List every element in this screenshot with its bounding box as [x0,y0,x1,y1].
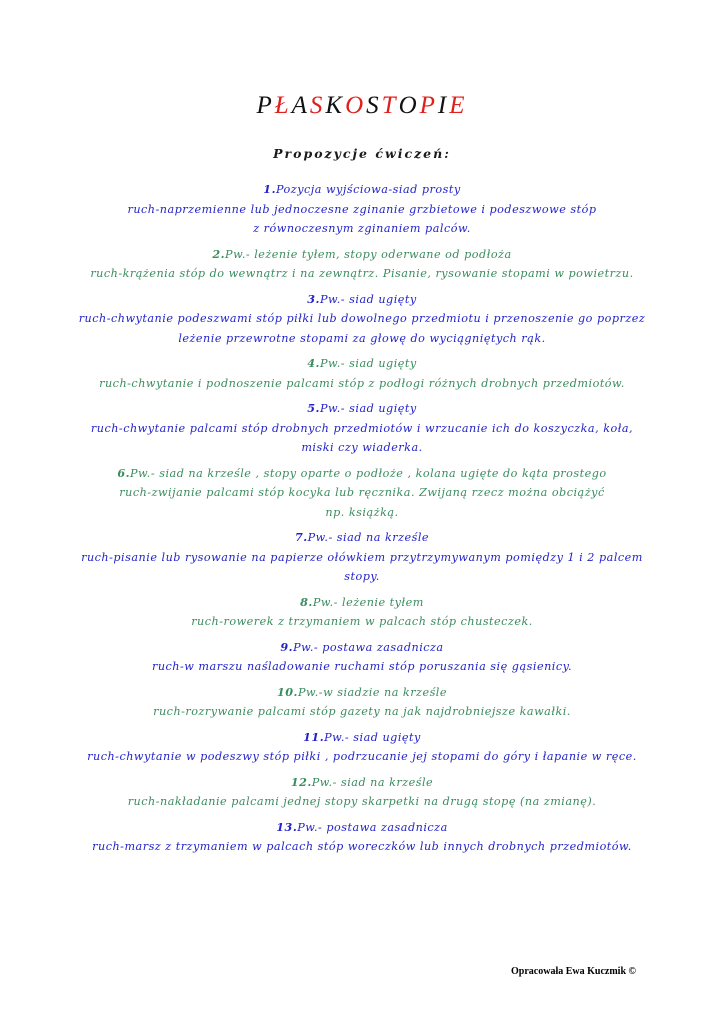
page-subtitle: Propozycje ćwiczeń: [273,146,451,161]
exercise-movement [60,567,664,587]
exercise-text: ruch-chwytanie podeszwami stóp piłki lub dowolnego przedmiotu i przenoszenie go poprzez [78,312,646,325]
title-letter: Ł [274,92,292,119]
exercise-number: 12. [290,774,312,789]
exercise-item [60,399,664,458]
title-letter: P [419,92,438,119]
exercise-number: 13. [276,819,298,834]
exercise-text: Pozycja wyjściowa-siad prosty [275,183,461,196]
exercise-movement [60,702,664,722]
exercise-item [60,464,664,523]
exercise-movement [60,374,664,394]
exercise-text: Pw.- siad ugięty [319,402,417,415]
exercise-position [60,464,664,484]
exercise-movement [60,548,664,568]
exercise-position [60,638,664,658]
exercise-number: 3. [307,291,320,306]
author-credit: Opracowała Ewa Kuczmik © [511,966,636,977]
exercise-movement [60,219,664,239]
exercise-movement [60,503,664,523]
exercise-text: Pw.- siad na krześle [307,531,430,544]
exercise-text: ruch-chwytanie palcami stóp drobnych przedmiotów i wrzucanie ich do koszyczka, koła, [90,421,634,435]
exercise-text: leżenie przewrotne stopami za głowę do wyciągniętych rąk. [178,331,546,345]
exercise-text: z równoczesnym zginaniem palców. [253,222,471,235]
exercise-item [60,354,664,393]
exercise-text: ruch-nakładanie palcami jednej stopy skarpetki na drugą stopę (na zmianę). [127,795,597,808]
exercise-item [60,728,664,767]
exercise-item [60,683,664,722]
exercise-position [60,245,664,265]
exercise-number: 11. [303,729,325,744]
exercise-text: np. książką. [325,505,399,519]
exercise-position [60,593,664,613]
exercise-text: ruch-rozrywanie palcami stóp gazety na jak najdrobniejsze kawałki. [153,705,571,718]
exercise-movement [60,329,664,349]
exercise-text: Pw.- postawa zasadnicza [293,640,444,654]
exercise-text: ruch-zwijanie palcami stóp kocyka lub ręcznika. Zwijaną rzecz można obciążyć [119,486,605,499]
exercise-number: 1. [263,182,276,196]
exercise-text: stopy. [344,570,380,583]
exercise-item [60,290,664,349]
exercise-item [60,528,664,587]
exercise-text: ruch-rowerek z trzymaniem w palcach stóp chusteczek. [191,615,533,628]
exercise-text: Pw.- leżenie tyłem, stopy oderwane od podłoża [225,247,512,261]
exercise-movement [60,837,664,857]
title-letter: S [366,92,382,119]
exercise-text: Pw.- siad ugięty [319,292,417,306]
title-letter: O [398,92,420,119]
title-letter: O [345,92,367,119]
title-letter: E [449,92,468,119]
exercise-position [60,290,664,310]
exercise-text: ruch-marsz z trzymaniem w palcach stóp woreczków lub innych drobnych przedmiotów. [92,840,632,853]
title-letter: P [256,92,275,119]
exercise-text: Pw.- leżenie tyłem [312,595,424,609]
exercise-text: Pw.-w siadzie na krześle [297,685,448,699]
title-letter: S [309,92,326,119]
exercise-movement [60,747,664,767]
exercise-number: 5. [307,401,320,415]
exercise-position [60,773,664,793]
exercise-movement [60,612,664,632]
exercise-text: ruch-krążenia stóp do wewnątrz i na zewnątrz. Pisanie, rysowanie stopami w powietrzu. [90,267,634,280]
exercise-movement [60,483,664,503]
page-title [0,92,724,120]
exercise-list [60,180,664,863]
exercise-movement [60,264,664,284]
exercise-movement [60,792,664,812]
exercise-movement [60,419,664,439]
exercise-text: ruch-naprzemienne lub jednoczesne zginanie grzbietowe i podeszwowe stóp [127,202,597,216]
exercise-text: Pw.- postawa zasadnicza [297,820,448,834]
exercise-number: 6. [117,465,131,480]
exercise-movement [60,200,664,220]
exercise-position [60,683,664,703]
exercise-movement [60,309,664,329]
exercise-item [60,818,664,857]
exercise-text: ruch-w marszu naśladowanie ruchami stóp poruszania się gąsienicy. [151,660,573,673]
exercise-item [60,245,664,284]
exercise-text: Pw.- siad ugięty [324,730,421,744]
exercise-text: ruch-chwytanie w podeszwy stóp piłki , podrzucanie jej stopami do góry i łapanie w ręce. [87,750,637,763]
exercise-number: 2. [212,246,226,261]
exercise-position [60,818,664,838]
exercise-text: Pw.- siad na krześle , stopy oparte o podłoże , kolana ugięte do kąta prostego [130,466,607,480]
exercise-position [60,354,664,374]
title-letter: I [437,92,450,119]
exercise-text: Pw.- siad ugięty [319,357,417,370]
exercise-number: 8. [300,594,313,609]
exercise-item [60,638,664,677]
title-letter: A [291,92,310,119]
exercise-position [60,399,664,419]
title-letter: K [325,92,346,119]
exercise-movement [60,438,664,458]
exercise-number: 9. [280,639,294,654]
exercise-position [60,180,664,200]
exercise-number: 10. [276,684,298,699]
exercise-number: 7. [294,530,308,544]
exercise-text: miski czy wiaderka. [301,441,423,454]
exercise-text: ruch-chwytanie i podnoszenie palcami stóp z podłogi różnych drobnych przedmiotów. [99,376,625,390]
exercise-text: ruch-pisanie lub rysowanie na papierze ołówkiem przytrzymywanym pomiędzy 1 i 2 palcem [81,550,643,564]
exercise-item [60,773,664,812]
exercise-number: 4. [307,356,320,370]
title-letter: T [381,92,399,119]
exercise-item [60,180,664,239]
exercise-text: Pw.- siad na krześle [311,775,434,789]
exercise-position [60,528,664,548]
exercise-item [60,593,664,632]
exercise-movement [60,657,664,677]
exercise-position [60,728,664,748]
